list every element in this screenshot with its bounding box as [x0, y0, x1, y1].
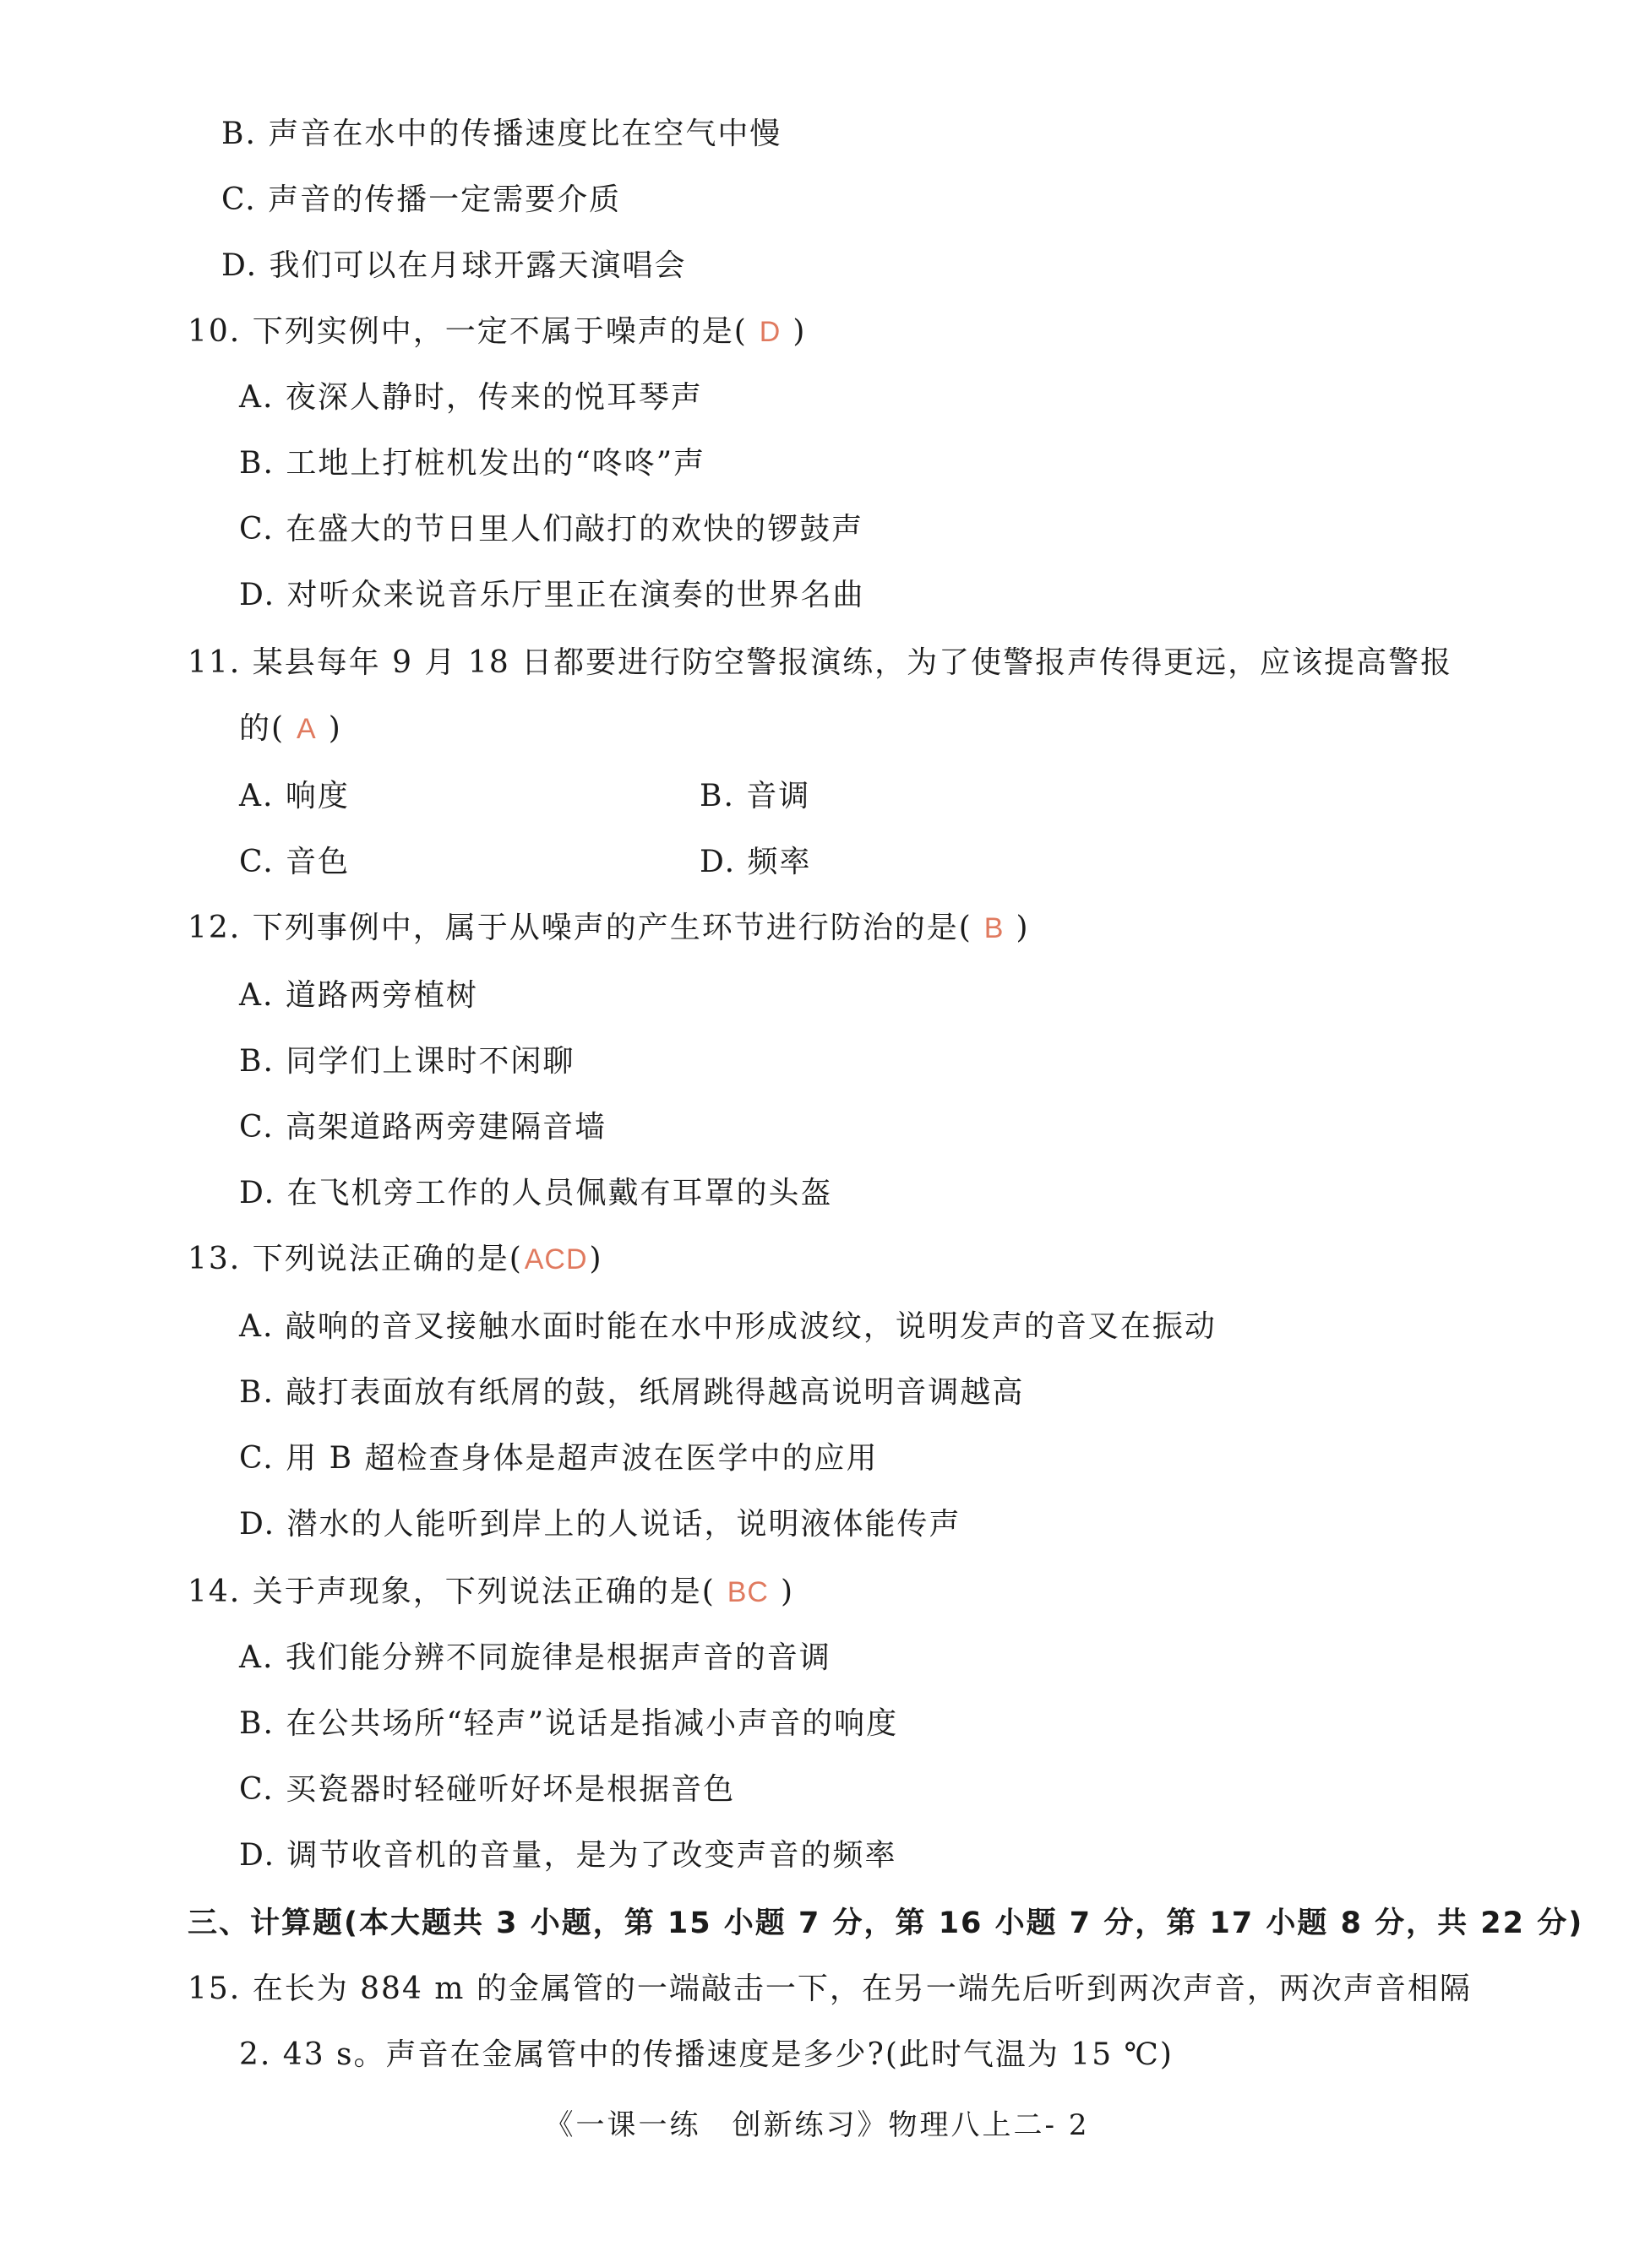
q14-option-a: A. 我们能分辨不同旋律是根据声音的音调 [239, 1640, 831, 1675]
q11-stem-continued: 的( A ) [239, 711, 342, 746]
q10-answer: D [759, 316, 782, 348]
q13-stem: 13. 下列说法正确的是(ACD) [188, 1242, 603, 1276]
q10-option-d: D. 对听众来说音乐厅里正在演奏的世界名曲 [239, 578, 865, 612]
q13-option-d: D. 潜水的人能听到岸上的人说话，说明液体能传声 [239, 1507, 961, 1542]
q11-option-c: C. 音色 [239, 845, 351, 879]
q10-option-b: B. 工地上打桩机发出的“咚咚”声 [239, 446, 706, 481]
q11-option-b: B. 音调 [700, 779, 811, 813]
q14-answer: BC [727, 1576, 769, 1608]
q12-option-a: A. 道路两旁植树 [239, 978, 478, 1013]
q13-answer: ACD [524, 1243, 588, 1275]
section-3-heading: 三、计算题(本大题共 3 小题，第 15 小题 7 分，第 16 小题 7 分，第 17 小题 8 分，共 22 分) [188, 1906, 1584, 1940]
q11-option-a: A. 响度 [239, 779, 350, 813]
q11-answer: A [297, 713, 317, 745]
q13-option-c: C. 用 B 超检查身体是超声波在医学中的应用 [239, 1441, 879, 1476]
q14-option-d: D. 调节收音机的音量，是为了改变声音的频率 [239, 1838, 897, 1873]
q12-option-c: C. 高架道路两旁建隔音墙 [239, 1110, 607, 1145]
q13-option-a: A. 敲响的音叉接触水面时能在水中形成波纹，说明发声的音叉在振动 [239, 1309, 1217, 1344]
q14-stem: 14. 关于声现象，下列说法正确的是( BC ) [188, 1575, 795, 1609]
q11-option-d: D. 频率 [700, 845, 812, 879]
q14-option-c: C. 买瓷器时轻碰听好坏是根据音色 [239, 1772, 736, 1807]
q9-option-b: B. 声音在水中的传播速度比在空气中慢 [221, 117, 782, 151]
q11-stem: 11. 某县每年 9 月 18 日都要进行防空警报演练，为了使警报声传得更远，应该提高警报 [188, 645, 1453, 680]
q10-stem: 10. 下列实例中，一定不属于噪声的是( D ) [188, 314, 807, 349]
q13-option-b: B. 敲打表面放有纸屑的鼓，纸屑跳得越高说明音调越高 [239, 1375, 1025, 1410]
q10-option-a: A. 夜深人静时，传来的悦耳琴声 [239, 380, 703, 415]
q9-option-d: D. 我们可以在月球开露天演唱会 [221, 248, 687, 283]
q12-answer: B [983, 912, 1005, 944]
q9-option-c: C. 声音的传播一定需要介质 [221, 182, 622, 217]
page-footer: 《一课一练 创新练习》物理八上二- 2 [544, 2108, 1090, 2142]
q12-option-d: D. 在飞机旁工作的人员佩戴有耳罩的头盔 [239, 1176, 833, 1210]
q12-stem: 12. 下列事例中，属于从噪声的产生环节进行防治的是( B ) [188, 911, 1030, 945]
q12-option-b: B. 同学们上课时不闲聊 [239, 1044, 575, 1079]
q15-stem-continued: 2. 43 s。声音在金属管中的传播速度是多少?(此时气温为 15 ℃) [239, 2037, 1174, 2072]
q14-option-b: B. 在公共场所“轻声”说话是指减小声音的响度 [239, 1706, 899, 1741]
q15-stem: 15. 在长为 884 m 的金属管的一端敲击一下，在另一端先后听到两次声音，两次声音相隔 [188, 1972, 1472, 2006]
q10-option-c: C. 在盛大的节日里人们敲打的欢快的锣鼓声 [239, 512, 864, 547]
